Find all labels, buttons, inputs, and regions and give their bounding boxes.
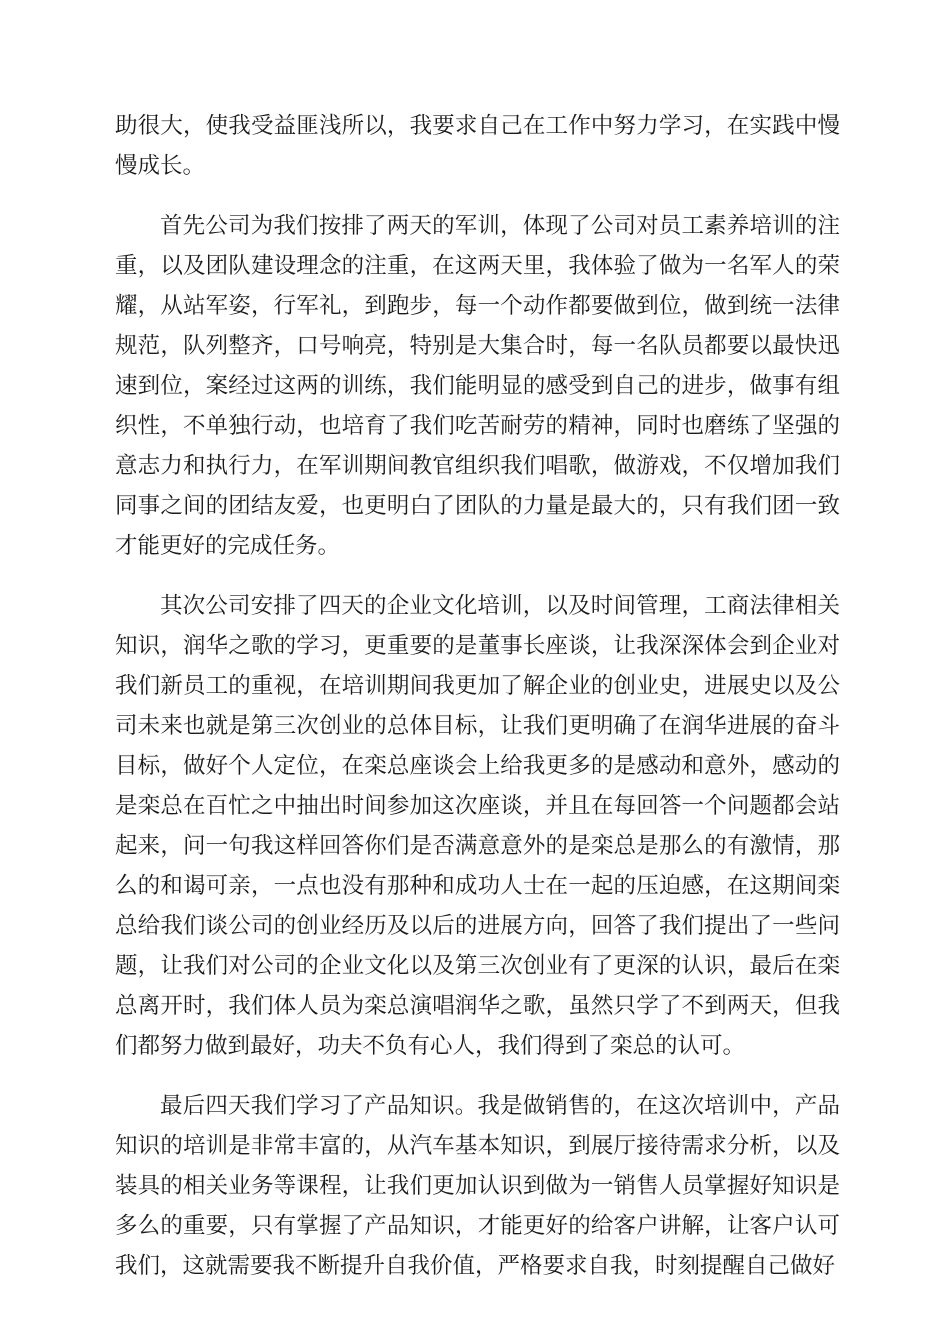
- paragraph-4: 最后四天我们学习了产品知识。我是做销售的，在这次培训中，产品知识的培训是非常丰富的，从汽车基本知识，到展厅接待需求分析，以及装具的相关业务等课程，让我们更加认识到做为一销售人员掌握好知识是多么的重要，只有掌握了产品知识，才能更好的给客户讲解，让客户认可我们，这就需要我不断提升自我价值，严格要求自我，时刻提醒自己做好: [115, 1093, 840, 1279]
- paragraph-2: 首先公司为我们按排了两天的军训，体现了公司对员工素养培训的注重，以及团队建设理念的注重，在这两天里，我体验了做为一名军人的荣耀，从站军姿，行军礼，到跑步，每一个动作都要做到位，做到统一法律规范，队列整齐，口号响亮，特别是大集合时，每一名队员都要以最快迅速到位，案经过这两的训练，我们能明显的感受到自己的进步，做事有组织性，不单独行动，也培育了我们吃苦耐劳的精神，同时也磨练了坚强的意志力和执行力，在军训期间教官组织我们唱歌，做游戏，不仅增加我们同事之间的团结友爱，也更明白了团队的力量是最大的，只有我们团一致才能更好的完成任务。: [115, 213, 840, 559]
- document-body: [115, 106, 840, 1306]
- paragraph-1: 助很大，使我受益匪浅所以，我要求自己在工作中努力学习，在实践中慢慢成长。: [115, 113, 840, 179]
- paragraph-3: 其次公司安排了四天的企业文化培训，以及时间管理，工商法律相关知识，润华之歌的学习，更重要的是董事长座谈，让我深深体会到企业对我们新员工的重视，在培训期间我更加了解企业的创业史，进展史以及公司未来也就是第三次创业的总体目标，让我们更明确了在润华进展的奋斗目标，做好个人定位，在栾总座谈会上给我更多的是感动和意外，感动的是栾总在百忙之中抽出时间参加这次座谈，并且在每回答一个问题都会站起来，问一句我这样回答你们是否满意意外的是栾总是那么的有激情，那么的和谒可亲，一点也没有那种和成功人士在一起的压迫感，在这期间栾总给我们谈公司的创业经历及以后的进展方向，回答了我们提出了一些问题，让我们对公司的企业文化以及第三次创业有了更深的认识，最后在栾总离开时，我们体人员为栾总演唱润华之歌，虽然只学了不到两天，但我们都努力做到最好，功夫不负有心人，我们得到了栾总的认可。: [115, 593, 840, 1059]
